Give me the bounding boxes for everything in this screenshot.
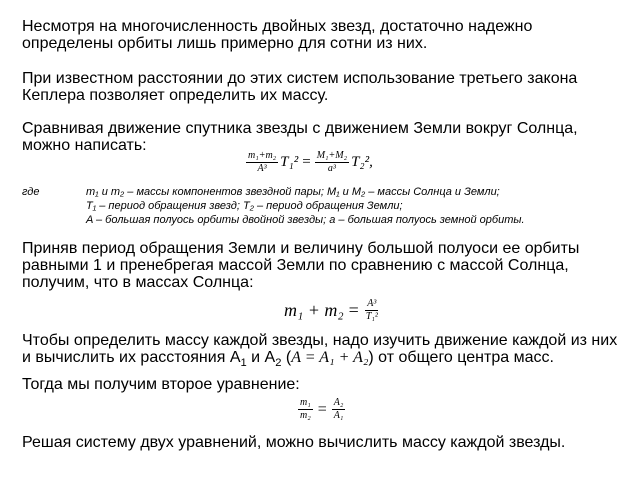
fraction-a3-t2: $\frac{\text{A³}}{\text{T₁²}}$ <box>365 298 378 322</box>
definition-line-1: m₁ и m₂ – массы компонентов звездной пары; M₁ и M₂ – массы Солнца и Земли; <box>86 186 500 198</box>
equals-sign: = <box>348 300 359 320</box>
equation-kepler: $\frac{\text{m₁+m₂}}{\text{A³}}$ T₁² = $\frac{\text{M₁+M₂}}{\text{a³}}$ T₂² , <box>248 150 373 174</box>
definition-line-2: T₁ – период обращения звезд; T₂ – период обращения Земли; <box>86 200 403 212</box>
mass-sum-left: m₁ + m₂ <box>284 300 344 320</box>
fraction-distances: $\frac{\text{A₂}}{\text{A₁}}$ <box>333 397 344 421</box>
equation-mass-sum <box>284 298 380 323</box>
equals-sign: = <box>302 154 311 170</box>
equals-sign: = <box>317 400 327 418</box>
paragraph-7: Решая систему двух уравнений, можно вычислить массу каждой звезды. <box>22 434 566 451</box>
where-label: где <box>22 186 40 198</box>
fraction-left: $\frac{\text{m₁+m₂}}{\text{A³}}$ <box>248 150 277 174</box>
paragraph-2: При известном расстоянии до этих систем использование третьего закона Кеплера позволяет определить их массу. <box>22 70 578 104</box>
inline-formula: A = A₁ + A₂ <box>291 349 369 366</box>
paragraph-1: Несмотря на многочисленность двойных звезд, достаточно надежно определены орбиты лишь примерно для сотни из них. <box>22 18 533 52</box>
period-t1: T₁² <box>280 154 299 170</box>
period-t2: T₂² <box>351 154 370 170</box>
paragraph-4: Приняв период обращения Земли и величину большой полуоси ее орбиты равными 1 и пренебрегая массой Земли по сравнению с массой Солнца, получим, что в массах Солнца: <box>22 240 580 291</box>
equation-mass-ratio <box>298 397 345 422</box>
paragraph-5: Чтобы определить массу каждой звезды, надо изучить движение каждой из них и вычислить их расстояния $A_1$ и $A_2$ (A = A₁ + A₂) от общего центра масс. <box>22 332 618 370</box>
paragraph-6: Тогда мы получим второе уравнение: <box>22 376 300 393</box>
paragraph-3: Сравнивая движение спутника звезды с движением Земли вокруг Солнца, можно написать: <box>22 120 578 154</box>
definitions-block <box>22 186 632 230</box>
definition-line-3: A – большая полуось орбиты двойной звезды; a – большая полуось земной орбиты. <box>86 214 525 226</box>
fraction-right: $\frac{\text{M₁+M₂}}{\text{a³}}$ <box>316 150 348 174</box>
fraction-masses: $\frac{\text{m₁}}{\text{m₂}}$ <box>300 397 311 421</box>
